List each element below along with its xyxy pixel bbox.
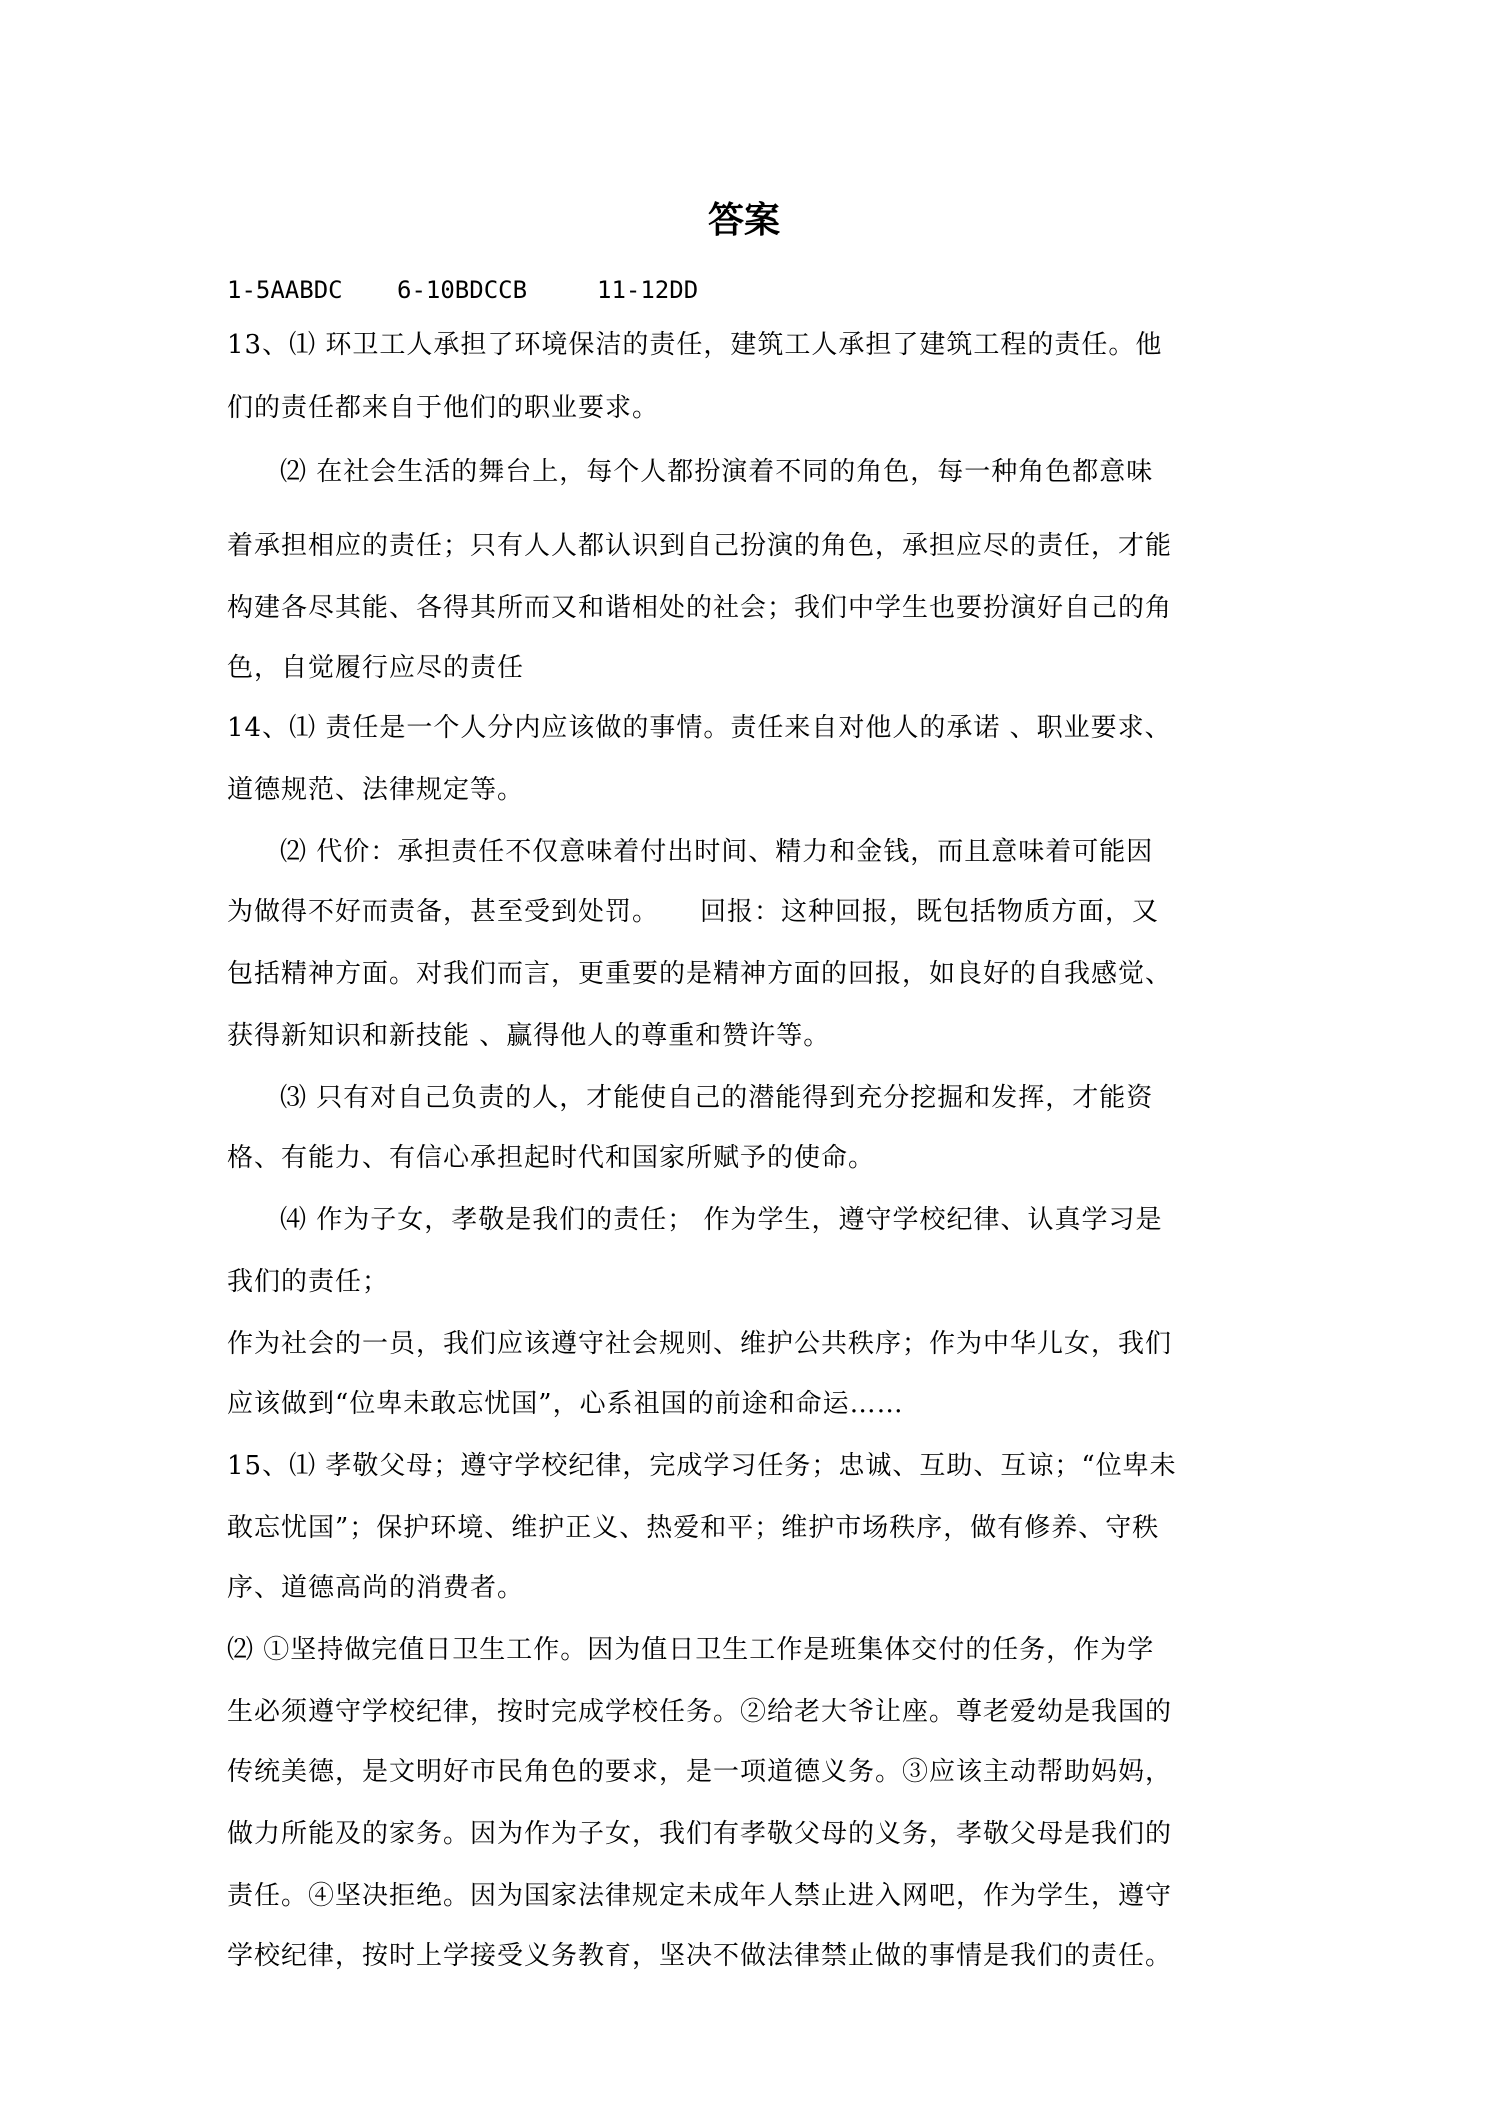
answer-14-2-line-1: ⑵ 代价：承担责任不仅意味着付出时间、精力和金钱，而且意味着可能因 (280, 837, 1154, 867)
answer-14-3-line-2: 格、有能力、有信心承担起时代和国家所赋予的使命。 (227, 1143, 876, 1173)
answer-15-2-line-5: 责任。④坚决拒绝。因为国家法律规定未成年人禁止进入网吧，作为学生，遵守 (227, 1881, 1173, 1911)
answer-13-2-line-4: 色，自觉履行应尽的责任 (227, 653, 525, 683)
choice-answer-1-5: 1-5AABDC (227, 276, 343, 304)
choice-answer-11-12: 11-12DD (597, 276, 699, 304)
answer-14-4-line-4: 应该做到“位卑未敢忘忧国”，心系祖国的前途和命运…… (227, 1389, 904, 1419)
answer-15-2-line-4: 做力所能及的家务。因为作为子女，我们有孝敬父母的义务，孝敬父母是我们的 (227, 1819, 1173, 1849)
choice-answer-6-10: 6-10BDCCB (397, 276, 528, 304)
answer-13-1-line-2: 们的责任都来自于他们的职业要求。 (227, 393, 660, 423)
answer-13-2-line-1: ⑵ 在社会生活的舞台上，每个人都扮演着不同的角色，每一种角色都意味 (280, 457, 1154, 487)
answer-15-1-line-1: 15、⑴ 孝敬父母；遵守学校纪律，完成学习任务；忠诚、互助、互谅；“位卑未 (227, 1451, 1177, 1481)
answer-14-3-line-1: ⑶ 只有对自己负责的人，才能使自己的潜能得到充分挖掘和发挥，才能资 (280, 1083, 1154, 1113)
answer-15-2-line-6: 学校纪律，按时上学接受义务教育，坚决不做法律禁止做的事情是我们的责任。 (227, 1941, 1173, 1971)
answer-15-2-line-3: 传统美德，是文明好市民角色的要求，是一项道德义务。③应该主动帮助妈妈， (227, 1757, 1173, 1787)
answer-13-2-line-3: 构建各尽其能、各得其所而又和谐相处的社会；我们中学生也要扮演好自己的角 (227, 593, 1173, 623)
answer-14-4-line-1: ⑷ 作为子女，孝敬是我们的责任； 作为学生，遵守学校纪律、认真学习是 (280, 1205, 1163, 1235)
answer-15-2-line-1: ⑵ ①坚持做完值日卫生工作。因为值日卫生工作是班集体交付的任务，作为学 (227, 1635, 1155, 1665)
answer-13-2-line-2: 着承担相应的责任；只有人人都认识到自己扮演的角色，承担应尽的责任，才能 (227, 531, 1173, 561)
answer-15-1-line-3: 序、道德高尚的消费者。 (227, 1573, 525, 1603)
answer-14-2-line-4: 获得新知识和新技能 、赢得他人的尊重和赞许等。 (227, 1021, 831, 1051)
choice-answers (227, 268, 1277, 312)
answer-14-1-line-2: 道德规范、法律规定等。 (227, 775, 525, 805)
answer-14-2-line-3: 包括精神方面。对我们而言，更重要的是精神方面的回报，如良好的自我感觉、 (227, 959, 1173, 989)
page-title: 答案 (707, 200, 780, 241)
answer-15-1-line-2: 敢忘忧国”；保护环境、维护正义、热爱和平；维护市场秩序，做有修养、守秩 (227, 1513, 1160, 1543)
answer-14-1-line-1: 14、⑴ 责任是一个人分内应该做的事情。责任来自对他人的承诺 、职业要求、 (227, 713, 1172, 743)
answer-15-2-line-2: 生必须遵守学校纪律，按时完成学校任务。②给老大爷让座。尊老爱幼是我国的 (227, 1697, 1173, 1727)
answer-14-4-line-2: 我们的责任； (227, 1267, 390, 1297)
answer-14-4-line-3: 作为社会的一员，我们应该遵守社会规则、维护公共秩序；作为中华儿女，我们 (227, 1329, 1173, 1359)
answer-14-2-line-2: 为做得不好而责备，甚至受到处罚。 回报：这种回报，既包括物质方面，又 (227, 897, 1160, 927)
answer-13-1-line-1: 13、⑴ 环卫工人承担了环境保洁的责任，建筑工人承担了建筑工程的责任。他 (227, 330, 1163, 360)
